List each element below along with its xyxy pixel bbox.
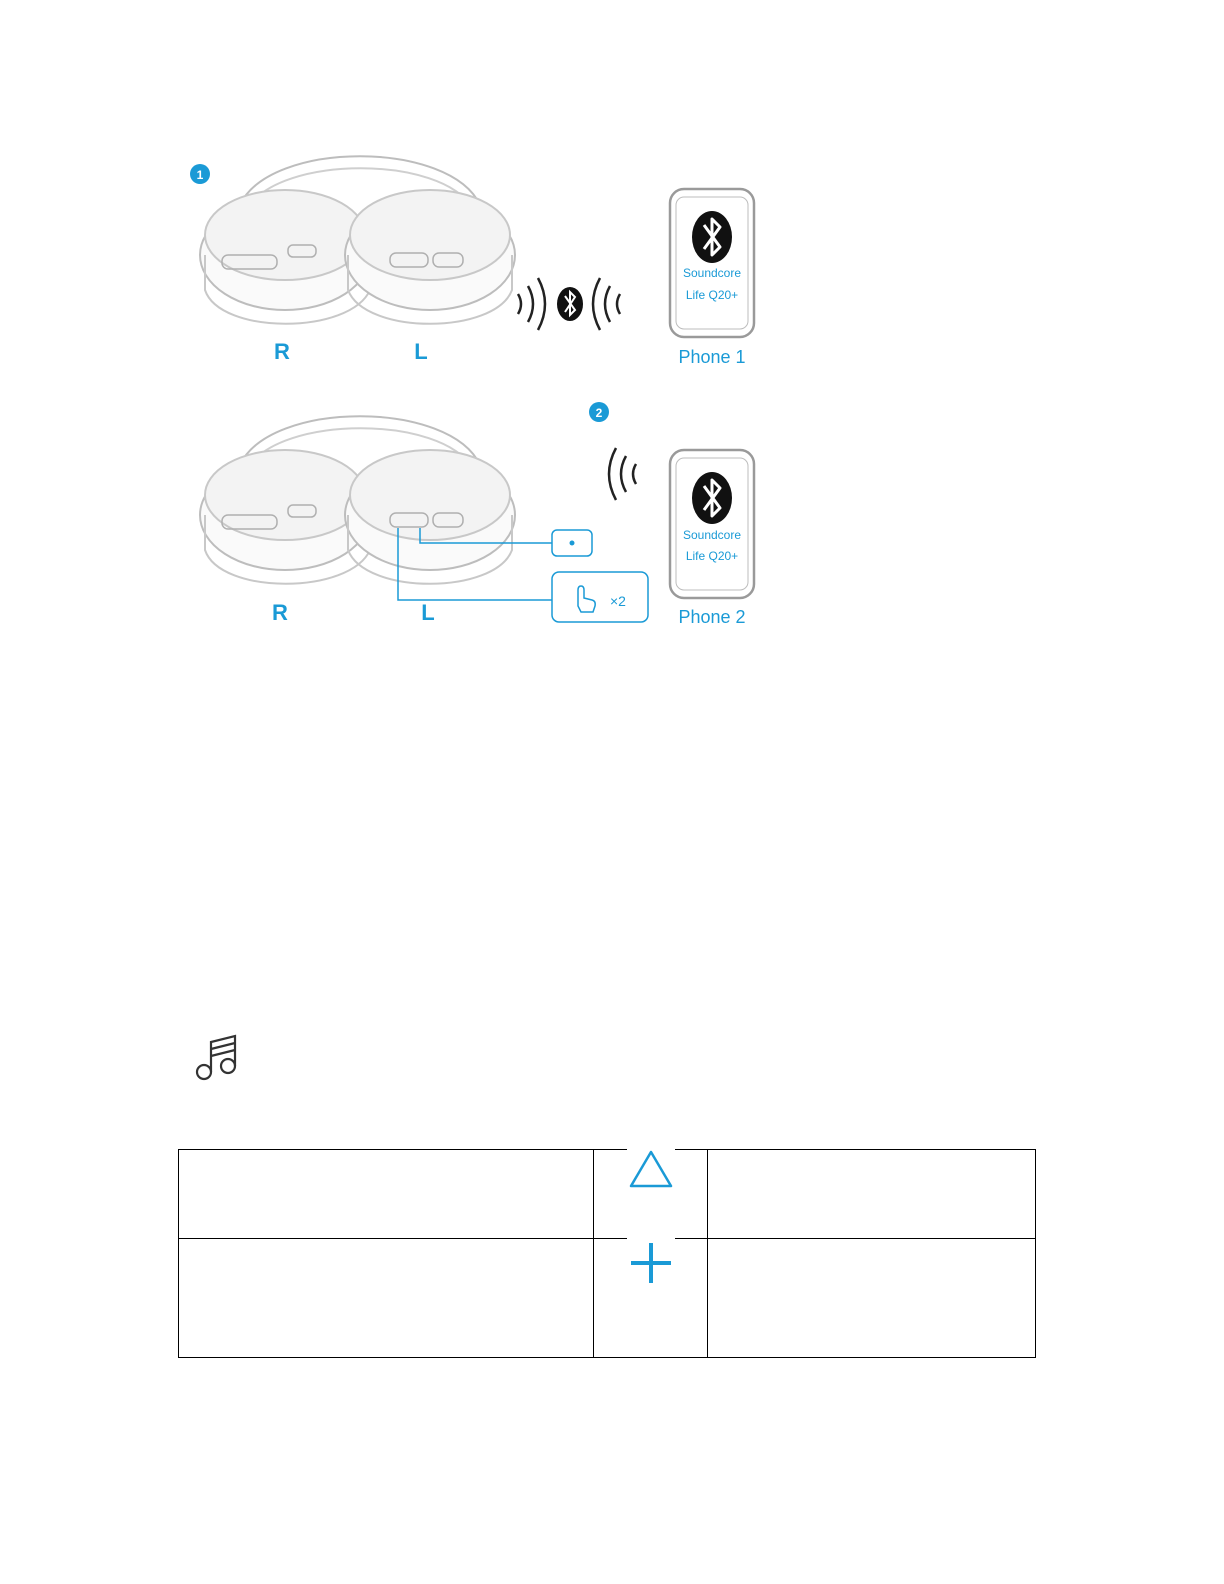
phone1-label: Phone 1	[678, 347, 746, 367]
music-note-icon	[190, 1032, 242, 1084]
triangle-icon	[627, 1148, 675, 1192]
action-cell	[179, 1239, 594, 1358]
phone2-label: Phone 2	[678, 607, 746, 627]
double-tap-callout	[552, 572, 648, 622]
action-cell	[179, 1150, 594, 1239]
headphones-image	[200, 416, 515, 584]
step2-group	[200, 402, 754, 627]
phone2-screen-line2: Life Q20+	[685, 549, 739, 563]
step2-number: 2	[595, 406, 603, 420]
step2-left-label: L	[421, 600, 435, 625]
step1-group	[190, 156, 754, 367]
step1-left-label: L	[414, 339, 428, 364]
description-cell	[708, 1150, 1036, 1239]
plus-icon	[627, 1237, 675, 1289]
phone1-screen-line2: Life Q20+	[685, 288, 739, 302]
step1-right-label: R	[274, 339, 290, 364]
headphones-image	[200, 156, 515, 324]
controls-table	[178, 1149, 1036, 1358]
table-row	[179, 1239, 1036, 1358]
phone1-screen-line1: Soundcore	[682, 266, 742, 280]
phone1-image	[670, 189, 754, 337]
signal-waves-icon	[609, 448, 636, 500]
phone2-image	[670, 450, 754, 598]
step1-number: 1	[196, 168, 204, 182]
tap-count-text: ×2	[610, 593, 626, 609]
table-row	[179, 1150, 1036, 1239]
phone2-screen-line1: Soundcore	[682, 528, 742, 542]
description-cell	[708, 1239, 1036, 1358]
step2-right-label: R	[272, 600, 288, 625]
pairing-illustration	[0, 0, 1224, 700]
